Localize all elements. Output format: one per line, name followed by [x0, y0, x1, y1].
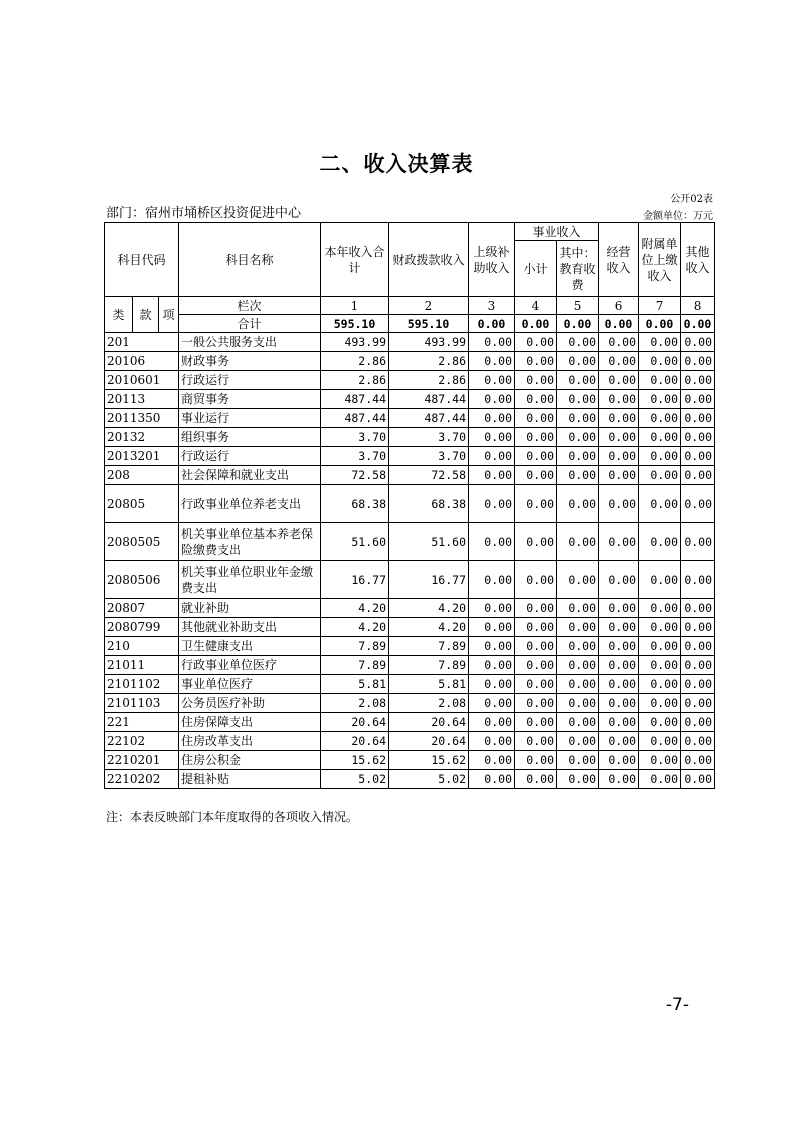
row-value: 0.00: [599, 618, 639, 637]
row-value: 72.58: [389, 466, 469, 485]
row-value: 0.00: [515, 618, 557, 637]
row-value: 0.00: [599, 523, 639, 561]
row-value: 0.00: [469, 770, 515, 789]
row-value: 0.00: [557, 428, 599, 447]
header-xiang: 项: [159, 297, 179, 333]
header-name: 科目名称: [179, 223, 321, 297]
row-value: 0.00: [639, 656, 681, 675]
row-value: 0.00: [557, 618, 599, 637]
row-value: 5.81: [321, 675, 389, 694]
row-value: 487.44: [321, 390, 389, 409]
row-value: 7.89: [321, 656, 389, 675]
row-value: 0.00: [469, 390, 515, 409]
row-value: 0.00: [515, 523, 557, 561]
row-value: 0.00: [681, 599, 715, 618]
row-value: 0.00: [469, 675, 515, 694]
row-value: 493.99: [321, 333, 389, 352]
row-value: 7.89: [389, 656, 469, 675]
row-value: 0.00: [639, 523, 681, 561]
row-value: 4.20: [321, 618, 389, 637]
row-value: 0.00: [599, 485, 639, 523]
row-value: 0.00: [681, 770, 715, 789]
table-row: [105, 352, 715, 371]
header-total: 本年收入合计: [321, 223, 389, 297]
table-row: [105, 751, 715, 770]
row-value: 0.00: [681, 371, 715, 390]
row-code: 20805: [105, 485, 179, 523]
row-value: 0.00: [515, 428, 557, 447]
table-row: [105, 675, 715, 694]
row-value: 0.00: [599, 333, 639, 352]
row-name: 提租补贴: [179, 770, 321, 789]
row-value: 68.38: [321, 485, 389, 523]
row-value: 0.00: [639, 713, 681, 732]
row-value: 493.99: [389, 333, 469, 352]
row-value: 0.00: [469, 618, 515, 637]
row-value: 0.00: [515, 599, 557, 618]
col-num: 2: [389, 297, 469, 315]
row-value: 0.00: [599, 371, 639, 390]
total-cell: 0.00: [557, 315, 599, 333]
row-value: 0.00: [639, 409, 681, 428]
row-value: 0.00: [515, 675, 557, 694]
row-value: 0.00: [599, 447, 639, 466]
row-value: 487.44: [389, 409, 469, 428]
row-value: 0.00: [557, 390, 599, 409]
row-code: 210: [105, 637, 179, 656]
row-value: 0.00: [557, 599, 599, 618]
total-cell: 0.00: [469, 315, 515, 333]
row-value: 0.00: [469, 561, 515, 599]
row-value: 0.00: [515, 770, 557, 789]
row-value: 0.00: [681, 713, 715, 732]
row-value: 0.00: [515, 713, 557, 732]
header-kuan: 款: [133, 297, 159, 333]
page-number: -7-: [665, 995, 689, 1015]
row-value: 0.00: [515, 656, 557, 675]
row-value: 0.00: [515, 694, 557, 713]
row-value: 0.00: [681, 333, 715, 352]
row-value: 0.00: [599, 561, 639, 599]
row-value: 5.02: [389, 770, 469, 789]
table-row: [105, 656, 715, 675]
row-name: 卫生健康支出: [179, 637, 321, 656]
table-row: [105, 409, 715, 428]
table-row: [105, 485, 715, 523]
row-value: 0.00: [681, 523, 715, 561]
row-value: 0.00: [515, 561, 557, 599]
row-value: 0.00: [599, 409, 639, 428]
row-value: 7.89: [321, 637, 389, 656]
row-name: 行政运行: [179, 447, 321, 466]
row-value: 7.89: [389, 637, 469, 656]
row-value: 0.00: [599, 713, 639, 732]
row-value: 0.00: [639, 770, 681, 789]
col-num: 3: [469, 297, 515, 315]
row-name: 就业补助: [179, 599, 321, 618]
row-value: 0.00: [469, 599, 515, 618]
row-name: 公务员医疗补助: [179, 694, 321, 713]
header-business-group: 事业收入: [515, 223, 599, 241]
row-value: 0.00: [557, 371, 599, 390]
col-num: 6: [599, 297, 639, 315]
row-value: 0.00: [599, 637, 639, 656]
row-value: 0.00: [639, 371, 681, 390]
row-value: 487.44: [389, 390, 469, 409]
row-code: 201: [105, 333, 179, 352]
row-value: 0.00: [681, 656, 715, 675]
table-row: [105, 637, 715, 656]
row-value: 0.00: [639, 637, 681, 656]
row-value: 68.38: [389, 485, 469, 523]
row-value: 0.00: [639, 694, 681, 713]
total-cell: 595.10: [389, 315, 469, 333]
row-value: 0.00: [681, 732, 715, 751]
row-value: 16.77: [321, 561, 389, 599]
row-value: 20.64: [389, 732, 469, 751]
row-value: 0.00: [639, 466, 681, 485]
row-name: 事业单位医疗: [179, 675, 321, 694]
row-code: 2080505: [105, 523, 179, 561]
row-name: 社会保障和就业支出: [179, 466, 321, 485]
header-operating: 经营收入: [599, 223, 639, 297]
page-title: 二、收入决算表: [319, 152, 474, 176]
row-name: 行政事业单位医疗: [179, 656, 321, 675]
row-name: 其他就业补助支出: [179, 618, 321, 637]
row-value: 3.70: [321, 447, 389, 466]
row-value: 15.62: [389, 751, 469, 770]
row-code: 2011350: [105, 409, 179, 428]
row-value: 2.08: [389, 694, 469, 713]
row-value: 0.00: [639, 485, 681, 523]
row-value: 0.00: [557, 447, 599, 466]
row-value: 0.00: [639, 352, 681, 371]
row-value: 5.02: [321, 770, 389, 789]
row-value: 0.00: [469, 333, 515, 352]
row-value: 2.08: [321, 694, 389, 713]
row-value: 0.00: [557, 713, 599, 732]
row-value: 0.00: [639, 428, 681, 447]
row-value: 0.00: [599, 751, 639, 770]
row-value: 4.20: [389, 599, 469, 618]
row-value: 0.00: [639, 618, 681, 637]
col-num: 5: [557, 297, 599, 315]
row-value: 0.00: [681, 694, 715, 713]
row-name: 住房保障支出: [179, 713, 321, 732]
row-value: 0.00: [599, 428, 639, 447]
row-name: 商贸事务: [179, 390, 321, 409]
row-value: 0.00: [639, 447, 681, 466]
col-num: 1: [321, 297, 389, 315]
header-fiscal: 财政拨款收入: [389, 223, 469, 297]
row-value: 0.00: [557, 732, 599, 751]
row-value: 0.00: [469, 409, 515, 428]
row-value: 0.00: [639, 333, 681, 352]
row-value: 0.00: [681, 466, 715, 485]
row-code: 221: [105, 713, 179, 732]
table-row: [105, 770, 715, 789]
row-code: 2101102: [105, 675, 179, 694]
row-value: 0.00: [681, 485, 715, 523]
row-value: 0.00: [469, 485, 515, 523]
header-superior: 上级补助收入: [469, 223, 515, 297]
header-other: 其他收入: [681, 223, 715, 297]
amount-unit-label: 金额单位：万元: [643, 211, 713, 222]
form-number: 公开02表: [670, 194, 713, 205]
row-name: 住房公积金: [179, 751, 321, 770]
row-value: 0.00: [557, 675, 599, 694]
row-value: 0.00: [469, 732, 515, 751]
row-value: 0.00: [639, 390, 681, 409]
row-value: 0.00: [515, 371, 557, 390]
row-value: 16.77: [389, 561, 469, 599]
col-num: 8: [681, 297, 715, 315]
row-value: 0.00: [557, 466, 599, 485]
row-value: 0.00: [469, 694, 515, 713]
row-value: 0.00: [469, 751, 515, 770]
row-value: 0.00: [599, 466, 639, 485]
row-code: 2080506: [105, 561, 179, 599]
row-value: 0.00: [639, 561, 681, 599]
income-table: [104, 222, 715, 789]
row-value: 51.60: [389, 523, 469, 561]
row-value: 0.00: [469, 447, 515, 466]
row-value: 487.44: [321, 409, 389, 428]
row-value: 4.20: [321, 599, 389, 618]
row-value: 0.00: [557, 694, 599, 713]
row-code: 2013201: [105, 447, 179, 466]
row-value: 0.00: [681, 352, 715, 371]
row-code: 21011: [105, 656, 179, 675]
row-value: 0.00: [515, 637, 557, 656]
header-lei: 类: [105, 297, 133, 333]
table-row: [105, 713, 715, 732]
table-row: [105, 618, 715, 637]
row-value: 0.00: [681, 409, 715, 428]
row-value: 2.86: [389, 371, 469, 390]
header-column-label: 栏次: [179, 297, 321, 315]
header-affiliated: 附属单位上缴收入: [639, 223, 681, 297]
row-value: 2.86: [321, 352, 389, 371]
row-code: 2080799: [105, 618, 179, 637]
row-value: 3.70: [321, 428, 389, 447]
table-row: [105, 371, 715, 390]
row-value: 20.64: [321, 713, 389, 732]
table-row: [105, 694, 715, 713]
row-name: 行政运行: [179, 371, 321, 390]
table-row: [105, 390, 715, 409]
table-row: [105, 599, 715, 618]
row-code: 20113: [105, 390, 179, 409]
header-code: 科目代码: [105, 223, 179, 297]
row-value: 0.00: [515, 447, 557, 466]
row-code: 2210201: [105, 751, 179, 770]
row-value: 0.00: [557, 523, 599, 561]
row-value: 0.00: [515, 751, 557, 770]
row-code: 20132: [105, 428, 179, 447]
table-row: [105, 428, 715, 447]
total-label: 合计: [179, 315, 321, 333]
row-value: 2.86: [389, 352, 469, 371]
total-cell: 0.00: [681, 315, 715, 333]
row-value: 51.60: [321, 523, 389, 561]
row-value: 15.62: [321, 751, 389, 770]
total-cell: 0.00: [599, 315, 639, 333]
row-value: 0.00: [599, 694, 639, 713]
row-value: 0.00: [599, 656, 639, 675]
table-row: [105, 333, 715, 352]
row-value: 3.70: [389, 447, 469, 466]
row-value: 0.00: [681, 751, 715, 770]
total-cell: 595.10: [321, 315, 389, 333]
row-name: 机关事业单位职业年金缴费支出: [179, 561, 321, 599]
row-value: 0.00: [557, 333, 599, 352]
row-value: 0.00: [469, 371, 515, 390]
row-code: 20106: [105, 352, 179, 371]
row-value: 0.00: [557, 751, 599, 770]
row-name: 事业运行: [179, 409, 321, 428]
row-value: 0.00: [681, 637, 715, 656]
row-value: 5.81: [389, 675, 469, 694]
row-value: 0.00: [681, 428, 715, 447]
row-value: 20.64: [389, 713, 469, 732]
row-value: 0.00: [599, 675, 639, 694]
row-name: 财政事务: [179, 352, 321, 371]
row-value: 0.00: [557, 561, 599, 599]
department-label: 部门：宿州市埇桥区投资促进中心: [106, 206, 302, 221]
total-cell: 0.00: [515, 315, 557, 333]
row-value: 0.00: [515, 352, 557, 371]
row-value: 0.00: [469, 428, 515, 447]
row-value: 0.00: [515, 409, 557, 428]
row-value: 0.00: [557, 485, 599, 523]
row-name: 住房改革支出: [179, 732, 321, 751]
row-value: 0.00: [515, 333, 557, 352]
row-value: 0.00: [599, 599, 639, 618]
row-value: 0.00: [469, 656, 515, 675]
row-value: 0.00: [469, 713, 515, 732]
table-row: [105, 732, 715, 751]
table-row: [105, 447, 715, 466]
row-value: 4.20: [389, 618, 469, 637]
row-value: 0.00: [515, 732, 557, 751]
row-code: 20807: [105, 599, 179, 618]
row-value: 0.00: [515, 485, 557, 523]
row-value: 2.86: [321, 371, 389, 390]
row-value: 0.00: [557, 656, 599, 675]
row-name: 一般公共服务支出: [179, 333, 321, 352]
row-value: 0.00: [681, 618, 715, 637]
row-code: 2210202: [105, 770, 179, 789]
row-name: 组织事务: [179, 428, 321, 447]
row-code: 22102: [105, 732, 179, 751]
col-num: 4: [515, 297, 557, 315]
row-value: 0.00: [469, 466, 515, 485]
row-value: 0.00: [639, 732, 681, 751]
table-row: [105, 561, 715, 599]
row-name: 机关事业单位基本养老保险缴费支出: [179, 523, 321, 561]
row-code: 2010601: [105, 371, 179, 390]
row-value: 0.00: [639, 675, 681, 694]
row-name: 行政事业单位养老支出: [179, 485, 321, 523]
row-value: 0.00: [599, 390, 639, 409]
row-value: 3.70: [389, 428, 469, 447]
row-value: 0.00: [557, 409, 599, 428]
header-business-subtotal: 小计: [515, 241, 557, 297]
row-value: 0.00: [557, 352, 599, 371]
row-value: 0.00: [681, 561, 715, 599]
table-row: [105, 523, 715, 561]
row-value: 0.00: [469, 352, 515, 371]
row-value: 0.00: [681, 390, 715, 409]
row-value: 0.00: [469, 523, 515, 561]
row-value: 0.00: [599, 732, 639, 751]
row-value: 72.58: [321, 466, 389, 485]
col-num: 7: [639, 297, 681, 315]
row-value: 0.00: [681, 447, 715, 466]
row-value: 0.00: [515, 466, 557, 485]
table-row: [105, 466, 715, 485]
row-value: 0.00: [469, 637, 515, 656]
footnote: 注：本表反映部门本年度取得的各项收入情况。: [106, 810, 359, 824]
row-value: 0.00: [515, 390, 557, 409]
row-value: 20.64: [321, 732, 389, 751]
row-value: 0.00: [599, 770, 639, 789]
total-cell: 0.00: [639, 315, 681, 333]
row-value: 0.00: [681, 675, 715, 694]
row-value: 0.00: [639, 751, 681, 770]
row-value: 0.00: [639, 599, 681, 618]
row-value: 0.00: [557, 637, 599, 656]
row-code: 2101103: [105, 694, 179, 713]
row-value: 0.00: [557, 770, 599, 789]
row-code: 208: [105, 466, 179, 485]
row-value: 0.00: [599, 352, 639, 371]
header-business-edu: 其中：教育收费: [557, 241, 599, 297]
